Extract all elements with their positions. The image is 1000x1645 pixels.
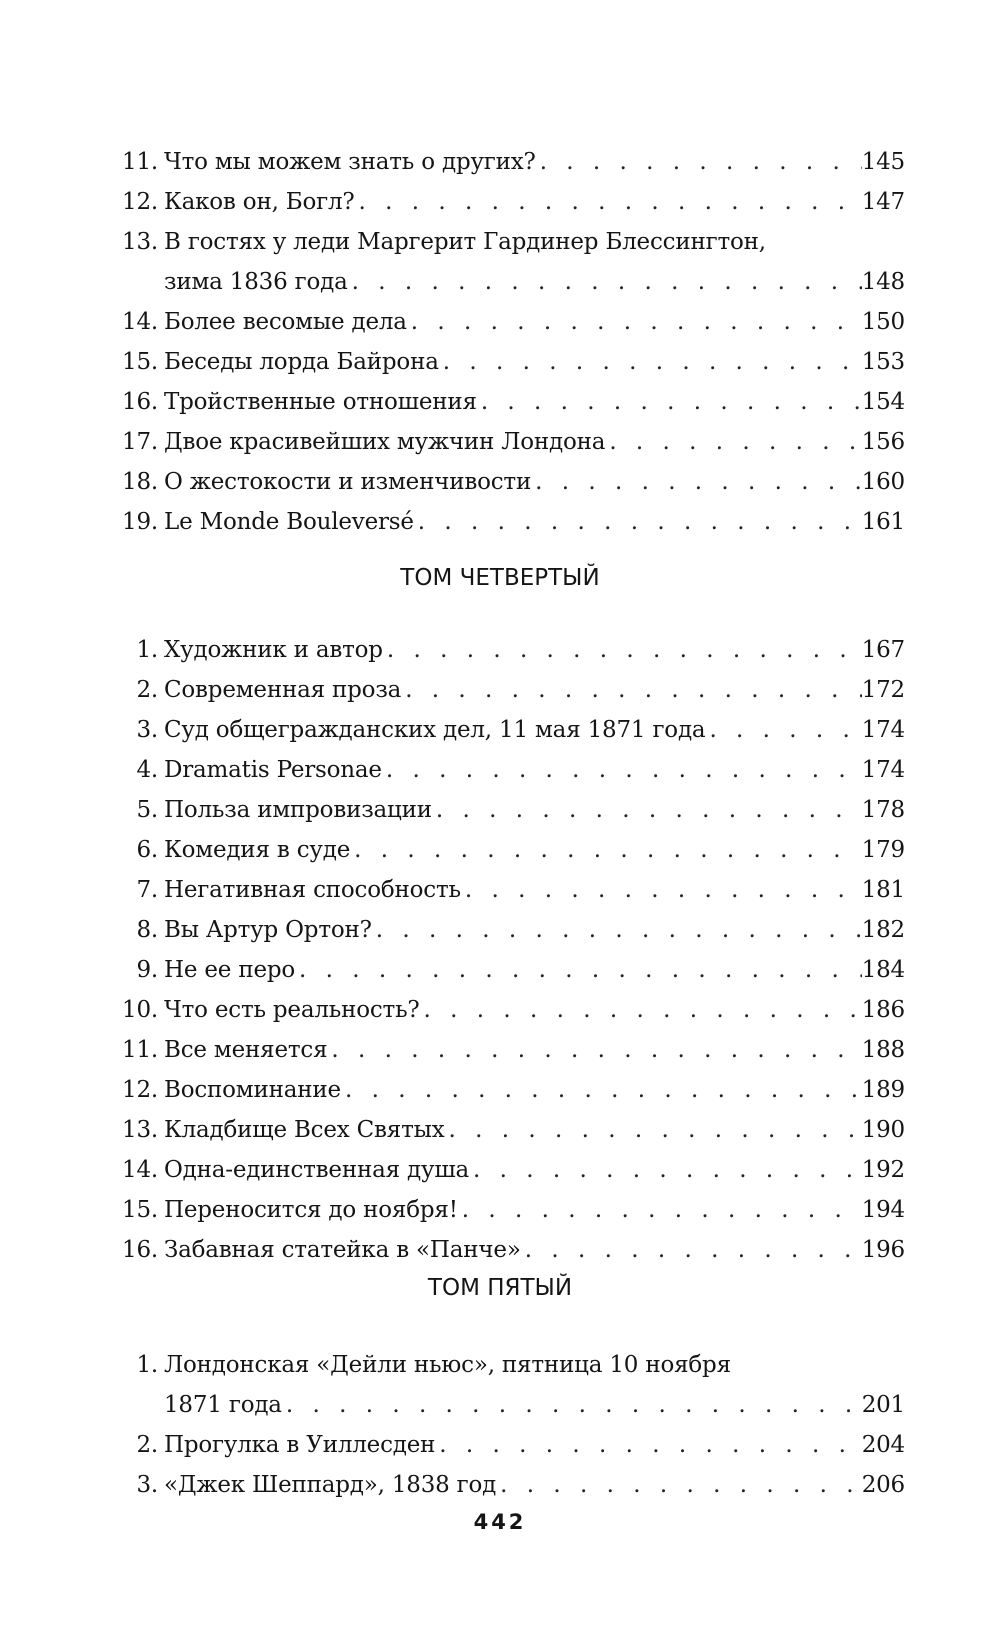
toc-entry (110, 222, 905, 262)
toc-entry (110, 630, 905, 670)
entry-title: Одна-единственная душа (164, 1157, 470, 1183)
leader-dots (445, 1110, 862, 1150)
entry-number: 17. (122, 429, 158, 455)
leader-dots (414, 502, 862, 542)
entry-number: 1. (136, 637, 158, 663)
leader-dots (435, 1425, 861, 1465)
leader-dots (383, 630, 862, 670)
volume-five-heading: ТОМ ПЯТЫЙ (427, 1275, 573, 1301)
toc-entry (110, 910, 905, 950)
toc-entry (110, 142, 905, 182)
entry-page: 181 (861, 877, 905, 903)
toc-list-volume-four (110, 630, 905, 1270)
entry-number: 9. (136, 957, 158, 983)
toc-entry-continuation (110, 262, 905, 302)
leader-dots (432, 790, 862, 830)
entry-title: Комедия в суде (164, 837, 351, 863)
entry-number: 12. (122, 189, 158, 215)
leader-dots (341, 1070, 862, 1110)
entry-title-continued: 1871 года (164, 1392, 282, 1418)
toc-entry (110, 1425, 905, 1465)
entry-number: 12. (122, 1077, 158, 1103)
leader-dots (382, 750, 862, 790)
entry-page: 178 (861, 797, 905, 823)
entry-number: 19. (122, 509, 158, 535)
toc-entry (110, 1070, 905, 1110)
leader-dots (372, 910, 862, 950)
toc-entry (110, 870, 905, 910)
entry-title: Тройственные отношения (164, 389, 477, 415)
entry-title: Более весомые дела (164, 309, 407, 335)
entry-number: 7. (136, 877, 158, 903)
entry-title: Художник и автор (164, 637, 383, 663)
toc-entry (110, 342, 905, 382)
toc-entry (110, 182, 905, 222)
entry-title: В гостях у леди Маргерит Гардинер Блессингтон, (164, 229, 766, 255)
toc-entry (110, 382, 905, 422)
toc-entry-continuation (110, 1385, 905, 1425)
toc-entry (110, 1345, 905, 1385)
page-number: 442 (473, 1510, 527, 1534)
toc-entry (110, 1190, 905, 1230)
entry-page: 174 (861, 717, 905, 743)
entry-number: 2. (136, 1432, 158, 1458)
leader-dots (282, 1385, 862, 1425)
toc-list-volume-five (110, 1345, 905, 1505)
entry-number: 11. (122, 1037, 158, 1063)
leader-dots (496, 1465, 862, 1505)
entry-title-continued: зима 1836 года (164, 269, 348, 295)
entry-page: 184 (861, 957, 905, 983)
entry-page: 179 (861, 837, 905, 863)
entry-title: Суд общегражданских дел, 11 мая 1871 года (164, 717, 706, 743)
toc-list-volume-three (110, 142, 905, 542)
entry-title: Воспоминание (164, 1077, 341, 1103)
entry-number: 13. (122, 229, 158, 255)
entry-page: 182 (861, 917, 905, 943)
entry-title: «Джек Шеппард», 1838 год (164, 1472, 497, 1498)
leader-dots (355, 182, 862, 222)
toc-entry (110, 422, 905, 462)
entry-page: 154 (861, 389, 905, 415)
entry-title: Кладбище Всех Святых (164, 1117, 445, 1143)
entry-number: 3. (136, 1472, 158, 1498)
toc-entry (110, 710, 905, 750)
volume-four-heading: ТОМ ЧЕТВЕРТЫЙ (400, 565, 600, 591)
toc-entry (110, 1465, 905, 1505)
entry-number: 11. (122, 149, 158, 175)
toc-entry (110, 1150, 905, 1190)
leader-dots (536, 142, 862, 182)
entry-page: 156 (861, 429, 905, 455)
entry-page: 188 (861, 1037, 905, 1063)
entry-number: 10. (122, 997, 158, 1023)
toc-entry (110, 990, 905, 1030)
toc-entry (110, 1030, 905, 1070)
entry-title: Вы Артур Ортон? (164, 917, 372, 943)
entry-title: О жестокости и изменчивости (164, 469, 532, 495)
leader-dots (705, 710, 861, 750)
entry-number: 3. (136, 717, 158, 743)
entry-number: 2. (136, 677, 158, 703)
entry-title: Двое красивейших мужчин Лондона (164, 429, 606, 455)
entry-number: 4. (136, 757, 158, 783)
entry-title: Переносится до ноября! (164, 1197, 458, 1223)
leader-dots (401, 670, 862, 710)
leader-dots (439, 342, 862, 382)
entry-number: 16. (122, 389, 158, 415)
entry-page: 145 (861, 149, 905, 175)
entry-page: 189 (861, 1077, 905, 1103)
entry-page: 167 (861, 637, 905, 663)
entry-page: 196 (861, 1237, 905, 1263)
entry-title: Что мы можем знать о других? (164, 149, 536, 175)
toc-entry (110, 302, 905, 342)
entry-page: 206 (861, 1472, 905, 1498)
toc-entry (110, 750, 905, 790)
entry-number: 13. (122, 1117, 158, 1143)
leader-dots (477, 382, 862, 422)
entry-page: 150 (861, 309, 905, 335)
entry-title: Dramatis Personae (164, 757, 382, 783)
leader-dots (407, 302, 862, 342)
entry-title: Прогулка в Уиллесден (164, 1432, 436, 1458)
entry-title: Лондонская «Дейли ньюс», пятница 10 ноября (164, 1352, 731, 1378)
entry-title: Le Monde Bouleversé (164, 509, 414, 535)
entry-title: Негативная способность (164, 877, 461, 903)
entry-title: Каков он, Богл? (164, 189, 355, 215)
entry-title: Не ее перо (164, 957, 296, 983)
entry-number: 14. (122, 309, 158, 335)
entry-title: Беседы лорда Байрона (164, 349, 439, 375)
toc-entry (110, 830, 905, 870)
leader-dots (458, 1190, 862, 1230)
entry-page: 194 (861, 1197, 905, 1223)
leader-dots (469, 1150, 862, 1190)
leader-dots (350, 830, 862, 870)
entry-page: 148 (861, 269, 905, 295)
entry-page: 192 (861, 1157, 905, 1183)
leader-dots (327, 1030, 861, 1070)
entry-page: 201 (861, 1392, 905, 1418)
leader-dots (420, 990, 862, 1030)
entry-number: 8. (136, 917, 158, 943)
leader-dots (531, 462, 862, 502)
toc-entry (110, 1110, 905, 1150)
toc-entry (110, 670, 905, 710)
entry-page: 161 (861, 509, 905, 535)
entry-number: 14. (122, 1157, 158, 1183)
entry-number: 15. (122, 349, 158, 375)
toc-entry (110, 462, 905, 502)
entry-title: Забавная статейка в «Панче» (164, 1237, 521, 1263)
entry-title: Польза импровизации (164, 797, 432, 823)
leader-dots (605, 422, 861, 462)
toc-entry (110, 790, 905, 830)
entry-title: Что есть реальность? (164, 997, 420, 1023)
entry-page: 160 (861, 469, 905, 495)
entry-number: 16. (122, 1237, 158, 1263)
toc-entry (110, 1230, 905, 1270)
leader-dots (295, 950, 862, 990)
leader-dots (461, 870, 862, 910)
entry-number: 18. (122, 469, 158, 495)
entry-number: 15. (122, 1197, 158, 1223)
entry-number: 1. (136, 1352, 158, 1378)
entry-page: 186 (861, 997, 905, 1023)
leader-dots (521, 1230, 862, 1270)
entry-title: Все меняется (164, 1037, 328, 1063)
entry-page: 147 (861, 189, 905, 215)
leader-dots (348, 262, 862, 302)
entry-number: 6. (136, 837, 158, 863)
entry-page: 190 (861, 1117, 905, 1143)
toc-entry (110, 950, 905, 990)
entry-page: 204 (861, 1432, 905, 1458)
toc-entry (110, 502, 905, 542)
entry-title: Современная проза (164, 677, 402, 703)
entry-page: 172 (861, 677, 905, 703)
entry-number: 5. (136, 797, 158, 823)
entry-page: 153 (861, 349, 905, 375)
entry-page: 174 (861, 757, 905, 783)
